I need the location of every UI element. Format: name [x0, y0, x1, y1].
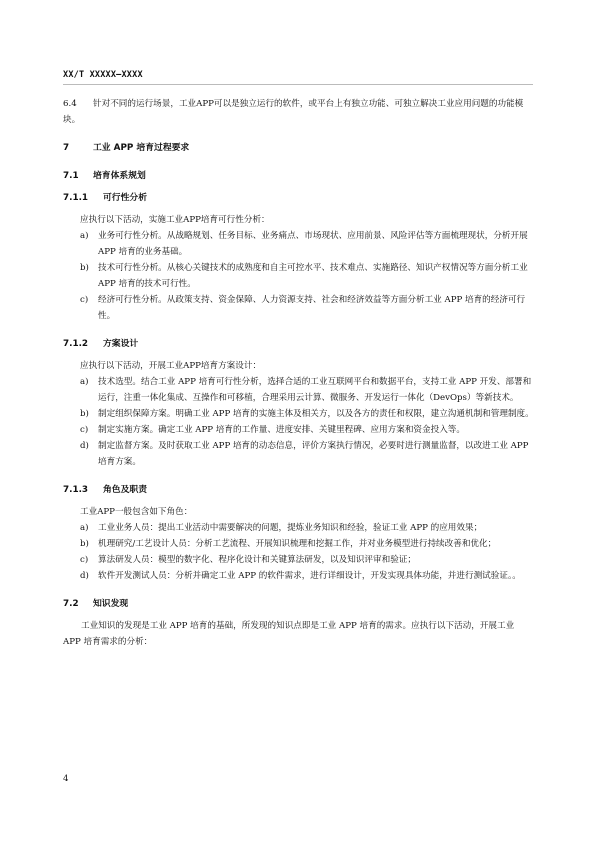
- section-title: 知识发现: [93, 599, 129, 609]
- section-number: 7: [63, 143, 70, 153]
- list-marker: b): [80, 539, 89, 549]
- section-7-1-1-heading: [63, 190, 534, 206]
- list-text: 制定实施方案。确定工业 APP 培育的工作量、进度安排、关键里程碑、应用方案和资金投入等。: [98, 425, 465, 435]
- list-marker: c): [80, 555, 89, 565]
- list-marker: b): [80, 263, 89, 273]
- list-item: [63, 568, 534, 584]
- section-7-1-2-heading: [63, 336, 534, 352]
- list-item: [63, 292, 534, 324]
- roles-list: [63, 520, 534, 584]
- section-title: 工业 APP 培育过程要求: [93, 143, 190, 153]
- section-title: 方案设计: [103, 339, 139, 349]
- section-number: 7.1.3: [63, 485, 89, 495]
- section-7-2-heading: [63, 596, 534, 612]
- lead-paragraph: 应执行以下活动，实施工业APP培育可行性分析：: [80, 215, 270, 225]
- section-number: 7.2: [63, 599, 79, 609]
- list-text: 制定监督方案。及时获取工业 APP 培育的动态信息，评价方案执行情况，必要时进行测量监督，以改进工业 APP 培育方案。: [98, 441, 529, 467]
- list-text: 业务可行性分析。从战略规划、任务目标、业务痛点、市场现状、应用前景、风险评估等方面梳理现状，分析开展 APP 培育的业务基础。: [98, 231, 528, 257]
- list-item: [63, 260, 534, 292]
- clause-text: 针对不同的运行场景，工业APP可以是独立运行的软件，或平台上有独立功能、可独立解决工业应用问题的功能模块。: [63, 99, 524, 125]
- header-divider: [63, 84, 533, 85]
- list-marker: c): [80, 425, 89, 435]
- list-marker: b): [80, 409, 89, 419]
- lead-paragraph: 工业APP一般包含如下角色：: [80, 507, 193, 517]
- list-marker: c): [80, 295, 89, 305]
- list-marker: a): [80, 377, 89, 387]
- section-7-1-heading: [63, 168, 534, 184]
- section-title: 可行性分析: [103, 193, 147, 203]
- list-marker: d): [80, 441, 89, 451]
- list-item: [63, 552, 534, 568]
- standard-code-header: XX/T XXXXX—XXXX: [63, 70, 143, 80]
- list-text: 技术可行性分析。从核心关键技术的成熟度和自主可控水平、技术难点、实施路径、知识产权情况等方面分析工业 APP 培育的技术可行性。: [98, 263, 528, 289]
- list-item: [63, 520, 534, 536]
- section-title: 角色及职责: [103, 485, 147, 495]
- plan-design-list: [63, 374, 534, 470]
- list-text: 软件开发测试人员：分析并确定工业 APP 的软件需求，进行详细设计，开发实现具体功能，并进行测试验证。。: [98, 571, 521, 581]
- knowledge-discovery-paragraph: 工业知识的发现是工业 APP 培育的基础，所发现的知识点即是工业 APP 培育的需求。应执行以下活动，开展工业 APP 培育需求的分析：: [63, 621, 515, 647]
- section-number: 7.1.2: [63, 339, 89, 349]
- list-item: [63, 422, 534, 438]
- list-item: [63, 536, 534, 552]
- list-marker: a): [80, 523, 89, 533]
- page-number: 4: [63, 774, 69, 784]
- list-item: [63, 406, 534, 422]
- list-item: [63, 374, 534, 406]
- list-item: [63, 228, 534, 260]
- list-text: 算法研发人员：模型的数字化、程序化设计和关键算法研发，以及知识评审和验证；: [98, 555, 416, 565]
- list-text: 机理研究/工艺设计人员：分析工艺流程、开展知识梳理和挖掘工作，并对业务模型进行持续改善和优化；: [98, 539, 497, 549]
- clause-6-4: [63, 96, 534, 128]
- list-text: 工业业务人员：提出工业活动中需要解决的问题，提炼业务知识和经验，验证工业 APP 的应用效果；: [98, 523, 483, 533]
- list-text: 制定组织保障方案。明确工业 APP 培育的实施主体及相关方，以及各方的责任和权限，建立沟通机制和管理制度。: [98, 409, 534, 419]
- lead-paragraph: 应执行以下活动，开展工业APP培育方案设计：: [80, 361, 262, 371]
- clause-number: 6.4: [63, 99, 77, 109]
- list-marker: a): [80, 231, 89, 241]
- list-marker: d): [80, 571, 89, 581]
- section-title: 培育体系规划: [93, 171, 146, 181]
- document-body: [63, 96, 534, 650]
- section-number: 7.1: [63, 171, 79, 181]
- list-item: [63, 438, 534, 470]
- list-text: 经济可行性分析。从政策支持、资金保障、人力资源支持、社会和经济效益等方面分析工业 APP 培育的经济可行性。: [98, 295, 526, 321]
- section-7-1-3-heading: [63, 482, 534, 498]
- section-number: 7.1.1: [63, 193, 89, 203]
- feasibility-list: [63, 228, 534, 324]
- list-text: 技术选型。结合工业 APP 培育可行性分析，选择合适的工业互联网平台和数据平台，支持工业 APP 开发、部署和运行，注重一体化集成、互操作和可移植，合理采用云计算、微服务、开发运行一体化（DevOps）等新技术。: [98, 377, 532, 403]
- section-7-heading: [63, 140, 534, 156]
